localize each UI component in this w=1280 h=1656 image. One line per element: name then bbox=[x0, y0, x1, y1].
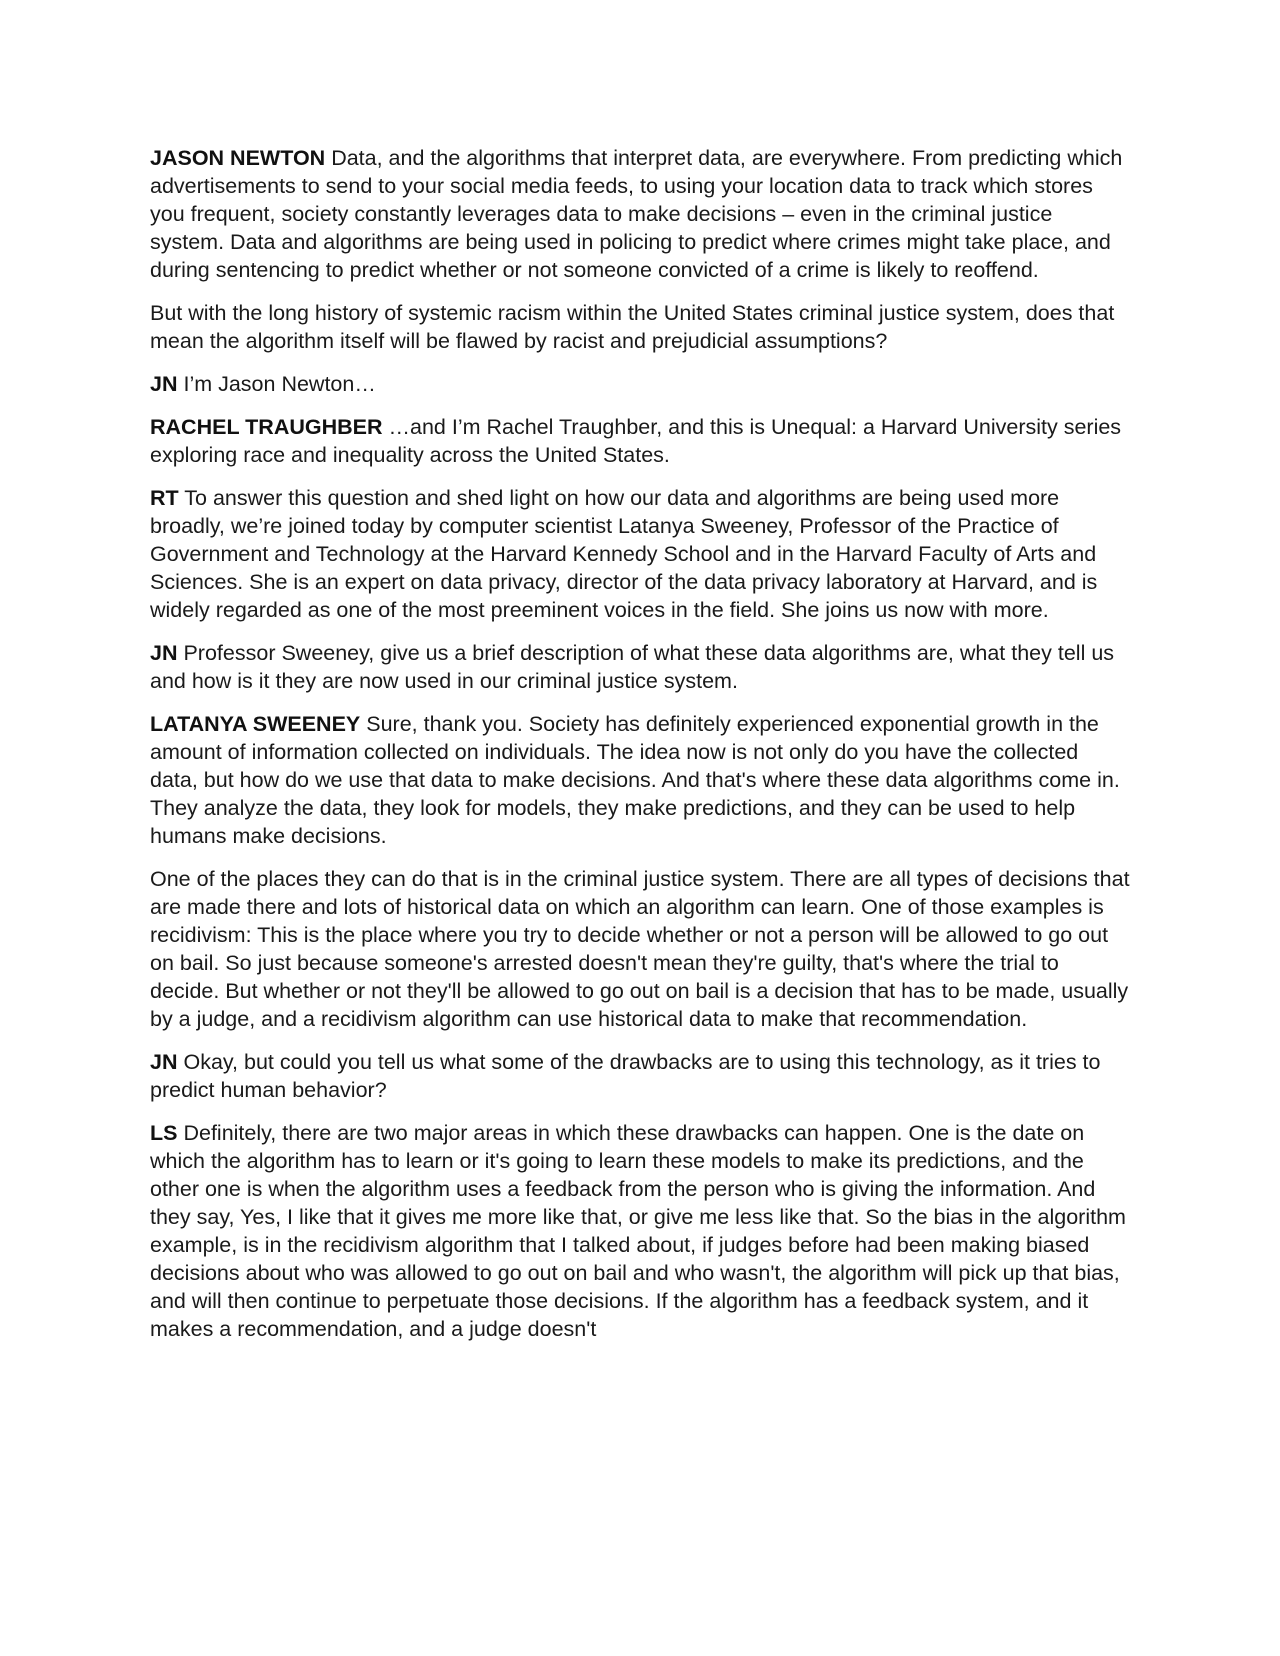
speaker-name: JN bbox=[150, 641, 178, 665]
speaker-name: LS bbox=[150, 1121, 178, 1145]
transcript-page bbox=[150, 144, 1130, 1358]
transcript-paragraph bbox=[150, 144, 1130, 284]
speaker-name: JASON NEWTON bbox=[150, 146, 326, 170]
paragraph-text: One of the places they can do that is in the criminal justice system. There are all types of decisions that are made there and lots of historical data on which an algorithm can learn. One of those examples is recidivism: This is the place where you try to decide whether or not a person will be allowed to go out on bail. So just because someone's arrested doesn't mean they're guilty, that's where the trial to decide. But whether or not they'll be allowed to go out on bail is a decision that has to be made, usually by a judge, and a recidivism algorithm can use historical data to make that recommendation. bbox=[150, 867, 1130, 1031]
paragraph-text: I’m Jason Newton… bbox=[183, 372, 376, 396]
paragraph-text: Data, and the algorithms that interpret data, are everywhere. From predicting which advertisements to send to your social media feeds, to using your location data to track which stores you frequent, society constantly leverages data to make decisions – even in the criminal justice system. Data and algorithms are being used in policing to predict where crimes might take place, and during sentencing to predict whether or not someone convicted of a crime is likely to reoffend. bbox=[150, 146, 1123, 282]
speaker-name: RT bbox=[150, 486, 179, 510]
paragraph-text: To answer this question and shed light on how our data and algorithms are being used more broadly, we’re joined today by computer scientist Latanya Sweeney, Professor of the Practice of Government and Technology at the Harvard Kennedy School and in the Harvard Faculty of Arts and Sciences. She is an expert on data privacy, director of the data privacy laboratory at Harvard, and is widely regarded as one of the most preeminent voices in the field. She joins us now with more. bbox=[150, 486, 1098, 622]
paragraph-text: Sure, thank you. Society has definitely experienced exponential growth in the amount of information collected on individuals. The idea now is not only do you have the collected data, but how do we use that data to make decisions. And that's where these data algorithms come in. They analyze the data, they look for models, they make predictions, and they can be used to help humans make decisions. bbox=[150, 712, 1120, 848]
transcript-paragraph bbox=[150, 299, 1130, 355]
transcript-paragraph bbox=[150, 1119, 1130, 1343]
speaker-name: JN bbox=[150, 1050, 178, 1074]
paragraph-text: Okay, but could you tell us what some of the drawbacks are to using this technology, as it tries to predict human behavior? bbox=[150, 1050, 1101, 1102]
transcript-paragraph bbox=[150, 413, 1130, 469]
transcript-paragraph bbox=[150, 639, 1130, 695]
speaker-name: LATANYA SWEENEY bbox=[150, 712, 361, 736]
transcript-paragraph bbox=[150, 370, 1130, 398]
transcript-paragraph bbox=[150, 710, 1130, 850]
paragraph-text: …and I’m Rachel Traughber, and this is Unequal: a Harvard University series exploring race and inequality across the United States. bbox=[150, 415, 1122, 467]
speaker-name: JN bbox=[150, 372, 178, 396]
transcript-paragraph bbox=[150, 865, 1130, 1033]
transcript-paragraph bbox=[150, 484, 1130, 624]
paragraph-text: Professor Sweeney, give us a brief description of what these data algorithms are, what they tell us and how is it they are now used in our criminal justice system. bbox=[150, 641, 1115, 693]
transcript-paragraph bbox=[150, 1048, 1130, 1104]
paragraph-text: Definitely, there are two major areas in which these drawbacks can happen. One is the date on which the algorithm has to learn or it's going to learn these models to make its predictions, and the other one is when the algorithm uses a feedback from the person who is giving the information. And they say, Yes, I like that it gives me more like that, or give me less like that. So the bias in the algorithm example, is in the recidivism algorithm that I talked about, if judges before had been making biased decisions about who was allowed to go out on bail and who wasn't, the algorithm will pick up that bias, and will then continue to perpetuate those decisions. If the algorithm has a feedback system, and it makes a recommendation, and a judge doesn't bbox=[150, 1121, 1126, 1341]
paragraph-text: But with the long history of systemic racism within the United States criminal justice system, does that mean the algorithm itself will be flawed by racist and prejudicial assumptions? bbox=[150, 301, 1115, 353]
speaker-name: RACHEL TRAUGHBER bbox=[150, 415, 383, 439]
